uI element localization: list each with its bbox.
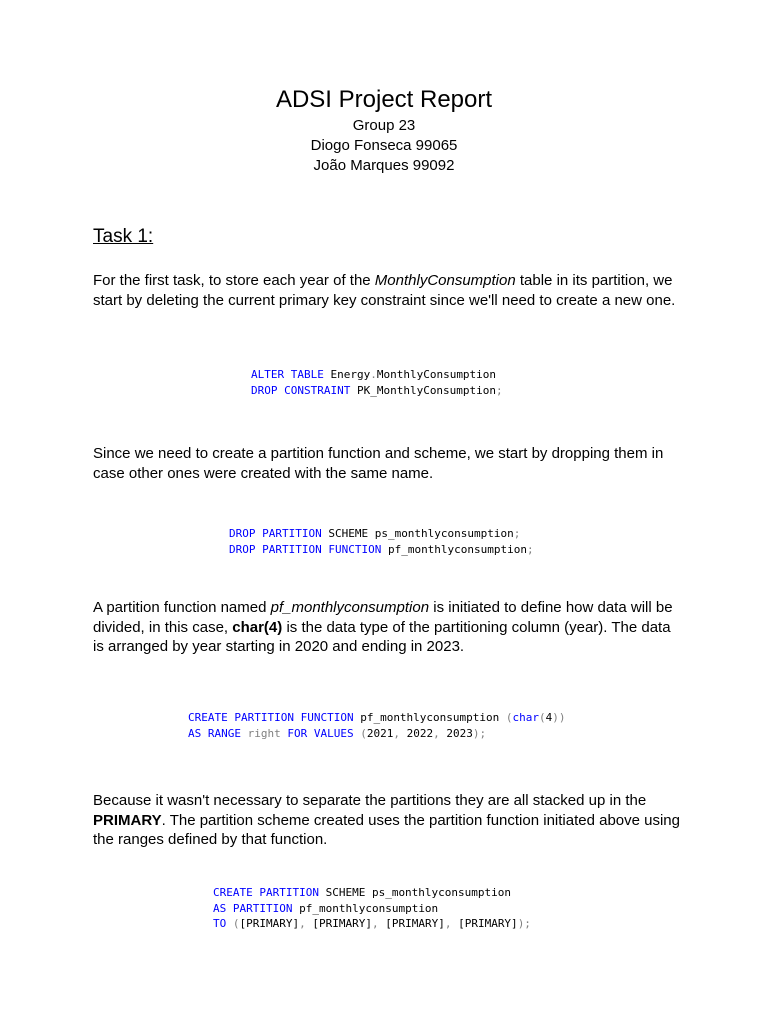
code-block-2 (229, 526, 534, 557)
code4-c2: , (371, 917, 386, 930)
p1-text-a: For the first task, to store each year of the (93, 272, 375, 289)
code-block-4 (213, 885, 531, 932)
paragraph-2: Since we need to create a partition function and scheme, we start by dropping them in case other ones were created with the same name. (93, 445, 664, 482)
paragraph-4 (93, 791, 683, 850)
code1-line1 (251, 368, 496, 381)
code3-close: ); (472, 726, 487, 740)
code3-line1 (188, 711, 566, 724)
code4-line2 (213, 902, 438, 915)
paragraph-3 (93, 598, 683, 657)
code1-text1b: MonthlyConsumption (376, 368, 497, 381)
p3-text-c: is the data type of the partitioning column (year). The data is arranged by year starting in 2020 and ending in 2023. (93, 618, 671, 655)
code3-paren-b: )) (552, 711, 566, 724)
code3-kw3: FOR VALUES (280, 726, 354, 740)
p4-text-a: Because it wasn't necessary to separate the partitions they are all stacked up in the (93, 792, 647, 809)
author-2: João Marques 99092 (313, 157, 455, 174)
code1-text1a: Energy (323, 368, 371, 381)
code2-semi2: ; (527, 542, 534, 556)
code2-kw2: DROP PARTITION FUNCTION (229, 542, 382, 556)
code3-c2: , (433, 726, 447, 740)
code-block-3 (188, 710, 566, 741)
code1-kw2: DROP CONSTRAINT (251, 383, 351, 397)
p3-italic: pf_monthlyconsumption (270, 599, 430, 616)
code3-v3: 2023 (446, 726, 473, 740)
p1-italic: MonthlyConsumption (374, 272, 516, 289)
code4-p2: [PRIMARY] (312, 917, 372, 930)
code4-text2: pf_monthlyconsumption (292, 901, 439, 915)
code3-paren-a: ( (539, 711, 546, 724)
code2-text2: pf_monthlyconsumption (381, 542, 528, 556)
code2-semi1: ; (513, 527, 521, 540)
code4-text1: SCHEME ps_monthlyconsumption (318, 886, 512, 899)
task-heading: Task 1: (93, 226, 154, 247)
code1-text2: PK_MonthlyConsumption (350, 383, 497, 397)
code1-kw1: ALTER TABLE (251, 368, 324, 381)
code4-kw3: TO (213, 917, 227, 930)
code4-line1 (213, 886, 511, 899)
code4-c3: , (444, 917, 459, 930)
code3-open2: ( (353, 726, 367, 740)
code1-semi: ; (496, 383, 503, 397)
author-1: Diogo Fonseca 99065 (310, 137, 458, 154)
code4-p3: [PRIMARY] (385, 917, 445, 930)
paragraph-1 (93, 271, 683, 310)
code3-kw2: AS RANGE (188, 726, 241, 740)
code2-kw1: DROP PARTITION (229, 527, 322, 540)
p4-bold: PRIMARY (93, 811, 162, 829)
p4-text-b: . The partition scheme created uses the partition function initiated above using the ranges defined by that function. (93, 811, 680, 848)
code4-open: ( (226, 917, 240, 930)
code3-num: 4 (545, 711, 553, 724)
code4-kw2: AS PARTITION (213, 901, 293, 915)
code1-line2 (251, 384, 503, 397)
code3-right: right (240, 726, 281, 740)
code4-line3 (213, 917, 531, 930)
code3-open: ( (505, 711, 513, 724)
code2-line2 (229, 543, 534, 556)
code2-line1 (229, 527, 520, 540)
p1-text-b: table in its partition, we start by deleting the current primary key constraint since we'll need to create a new one. (93, 272, 676, 309)
code1-dot: . (370, 368, 377, 381)
code3-c1: , (393, 726, 407, 740)
code3-kw1: CREATE PARTITION FUNCTION (188, 711, 354, 724)
code4-p1: [PRIMARY] (239, 917, 300, 930)
code3-line2 (188, 727, 486, 740)
code3-text1: pf_monthlyconsumption (353, 711, 506, 724)
p3-bold: char(4) (232, 618, 283, 636)
code4-p4: [PRIMARY] (458, 917, 518, 930)
report-title: ADSI Project Report (275, 86, 493, 113)
code3-v1: 2021 (366, 726, 394, 740)
p3-text-b: is initiated to define how data will be divided, in this case, (93, 599, 673, 636)
code4-kw1: CREATE PARTITION (213, 886, 319, 899)
code-block-1 (251, 367, 503, 398)
code3-type: char (512, 711, 540, 724)
p3-text-a: A partition function named (93, 599, 271, 616)
code4-close: ); (517, 917, 531, 930)
code3-v2: 2022 (406, 726, 434, 740)
code2-text1: SCHEME ps_monthlyconsumption (321, 527, 514, 540)
group-label: Group 23 (352, 117, 416, 134)
code4-c1: , (299, 917, 313, 930)
